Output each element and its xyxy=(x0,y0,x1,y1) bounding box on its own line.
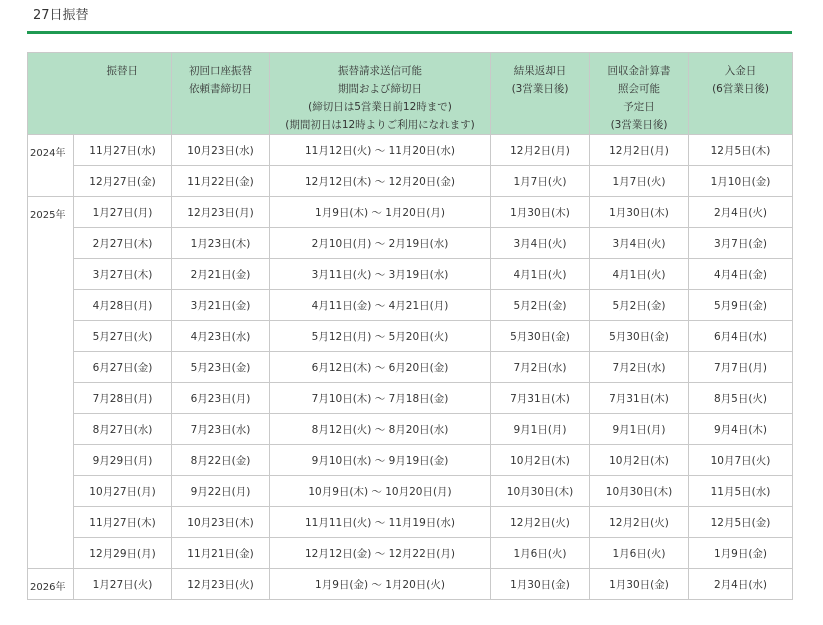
deposit-date-cell: 5月9日(金) xyxy=(689,290,793,321)
year-cell xyxy=(28,352,74,383)
table-row xyxy=(28,290,793,321)
collection-calc-cell: 12月2日(火) xyxy=(590,507,689,538)
collection-calc-cell: 1月7日(火) xyxy=(590,166,689,197)
transfer-date-cell: 1月27日(火) xyxy=(74,569,172,600)
initial-deadline-cell: 8月22日(金) xyxy=(172,445,270,476)
request-period-cell: 9月10日(水) ～ 9月19日(金) xyxy=(270,445,491,476)
year-cell xyxy=(28,538,74,569)
header-line: 照会可能 xyxy=(618,83,660,95)
deposit-date-cell: 10月7日(火) xyxy=(689,445,793,476)
result-return-cell: 1月30日(木) xyxy=(491,197,590,228)
header-line: 回収金計算書 xyxy=(607,65,671,77)
initial-deadline-cell: 1月23日(木) xyxy=(172,228,270,259)
initial-deadline-cell: 6月23日(月) xyxy=(172,383,270,414)
deposit-date-cell: 2月4日(火) xyxy=(689,197,793,228)
result-return-cell: 7月31日(木) xyxy=(491,383,590,414)
request-period-cell: 1月9日(木) ～ 1月20日(月) xyxy=(270,197,491,228)
header-line: 振替請求送信可能 xyxy=(338,65,422,77)
result-return-cell: 4月1日(火) xyxy=(491,259,590,290)
initial-deadline-cell: 10月23日(水) xyxy=(172,135,270,166)
collection-calc-cell: 3月4日(火) xyxy=(590,228,689,259)
request-period-cell: 7月10日(木) ～ 7月18日(金) xyxy=(270,383,491,414)
initial-deadline-cell: 12月23日(月) xyxy=(172,197,270,228)
table-row xyxy=(28,197,793,228)
deposit-date-cell: 12月5日(金) xyxy=(689,507,793,538)
request-period-cell: 12月12日(木) ～ 12月20日(金) xyxy=(270,166,491,197)
deposit-date-cell: 11月5日(水) xyxy=(689,476,793,507)
table-row xyxy=(28,259,793,290)
transfer-date-cell: 3月27日(木) xyxy=(74,259,172,290)
year-cell xyxy=(28,414,74,445)
header-line: (3営業日後) xyxy=(610,119,668,131)
year-cell xyxy=(28,228,74,259)
year-cell xyxy=(28,321,74,352)
transfer-date-cell: 4月28日(月) xyxy=(74,290,172,321)
year-cell xyxy=(28,259,74,290)
table-row xyxy=(28,476,793,507)
result-return-cell: 5月30日(金) xyxy=(491,321,590,352)
initial-deadline-cell: 12月23日(火) xyxy=(172,569,270,600)
header-line: 入金日 xyxy=(724,65,757,77)
table-row xyxy=(28,228,793,259)
table-row xyxy=(28,352,793,383)
request-period-cell: 6月12日(木) ～ 6月20日(金) xyxy=(270,352,491,383)
header-line: 期間および締切日 xyxy=(338,83,422,95)
deposit-date-cell: 4月4日(金) xyxy=(689,259,793,290)
header-line: (3営業日後) xyxy=(511,83,569,95)
initial-deadline-cell: 11月21日(金) xyxy=(172,538,270,569)
year-cell: 2026年 xyxy=(28,569,74,600)
deposit-date-cell: 12月5日(木) xyxy=(689,135,793,166)
initial-deadline-cell: 9月22日(月) xyxy=(172,476,270,507)
transfer-date-cell: 8月27日(水) xyxy=(74,414,172,445)
transfer-date-cell: 11月27日(木) xyxy=(74,507,172,538)
result-return-cell: 3月4日(火) xyxy=(491,228,590,259)
deposit-date-cell: 6月4日(水) xyxy=(689,321,793,352)
request-period-cell: 11月11日(火) ～ 11月19日(水) xyxy=(270,507,491,538)
collection-calc-cell: 1月30日(木) xyxy=(590,197,689,228)
collection-calc-cell: 9月1日(月) xyxy=(590,414,689,445)
collection-calc-cell: 7月2日(水) xyxy=(590,352,689,383)
header-line: (6営業日後) xyxy=(712,83,769,95)
request-period-cell: 11月12日(火) ～ 11月20日(水) xyxy=(270,135,491,166)
header-line: 予定日 xyxy=(623,101,655,113)
result-return-cell: 12月2日(月) xyxy=(491,135,590,166)
header-line: 結果返却日 xyxy=(513,65,567,77)
deposit-date-cell: 9月4日(木) xyxy=(689,414,793,445)
result-return-cell: 5月2日(金) xyxy=(491,290,590,321)
collection-calc-cell: 5月2日(金) xyxy=(590,290,689,321)
header-result-return xyxy=(491,53,590,135)
table-row xyxy=(28,383,793,414)
result-return-cell: 10月30日(木) xyxy=(491,476,590,507)
deposit-date-cell: 7月7日(月) xyxy=(689,352,793,383)
request-period-cell: 4月11日(金) ～ 4月21日(月) xyxy=(270,290,491,321)
initial-deadline-cell: 7月23日(水) xyxy=(172,414,270,445)
request-period-cell: 12月12日(金) ～ 12月22日(月) xyxy=(270,538,491,569)
result-return-cell: 10月2日(木) xyxy=(491,445,590,476)
result-return-cell: 7月2日(水) xyxy=(491,352,590,383)
header-line: (期間初日は12時よりご利用になれます) xyxy=(285,119,475,131)
request-period-cell: 10月9日(木) ～ 10月20日(月) xyxy=(270,476,491,507)
initial-deadline-cell: 5月23日(金) xyxy=(172,352,270,383)
transfer-date-cell: 5月27日(火) xyxy=(74,321,172,352)
transfer-schedule-table xyxy=(27,52,793,600)
request-period-cell: 8月12日(火) ～ 8月20日(水) xyxy=(270,414,491,445)
result-return-cell: 12月2日(火) xyxy=(491,507,590,538)
collection-calc-cell: 5月30日(金) xyxy=(590,321,689,352)
initial-deadline-cell: 3月21日(金) xyxy=(172,290,270,321)
table-row xyxy=(28,321,793,352)
result-return-cell: 1月7日(火) xyxy=(491,166,590,197)
collection-calc-cell: 1月30日(金) xyxy=(590,569,689,600)
deposit-date-cell: 1月9日(金) xyxy=(689,538,793,569)
year-cell xyxy=(28,383,74,414)
transfer-date-cell: 9月29日(月) xyxy=(74,445,172,476)
header-transfer-date xyxy=(74,53,172,135)
collection-calc-cell: 7月31日(木) xyxy=(590,383,689,414)
header-line: 初回口座振替 xyxy=(189,65,252,77)
transfer-date-cell: 1月27日(月) xyxy=(74,197,172,228)
header-year-cell xyxy=(28,53,74,135)
request-period-cell: 2月10日(月) ～ 2月19日(水) xyxy=(270,228,491,259)
year-cell xyxy=(28,476,74,507)
request-period-cell: 1月9日(金) ～ 1月20日(火) xyxy=(270,569,491,600)
year-cell xyxy=(28,166,74,197)
header-line: 振替日 xyxy=(106,65,138,77)
page-title: 27日振替 xyxy=(27,4,792,34)
table-row xyxy=(28,135,793,166)
header-initial-deadline xyxy=(172,53,270,135)
request-period-cell: 3月11日(火) ～ 3月19日(水) xyxy=(270,259,491,290)
header-line: (締切日は5営業日前12時まで) xyxy=(308,101,452,113)
collection-calc-cell: 10月30日(木) xyxy=(590,476,689,507)
collection-calc-cell: 1月6日(火) xyxy=(590,538,689,569)
initial-deadline-cell: 2月21日(金) xyxy=(172,259,270,290)
transfer-date-cell: 10月27日(月) xyxy=(74,476,172,507)
deposit-date-cell: 2月4日(水) xyxy=(689,569,793,600)
result-return-cell: 1月30日(金) xyxy=(491,569,590,600)
initial-deadline-cell: 11月22日(金) xyxy=(172,166,270,197)
year-cell: 2024年 xyxy=(28,135,74,166)
year-cell xyxy=(28,507,74,538)
table-row xyxy=(28,445,793,476)
table-row xyxy=(28,538,793,569)
transfer-date-cell: 7月28日(月) xyxy=(74,383,172,414)
header-collection-calc xyxy=(590,53,689,135)
header-deposit-date xyxy=(689,53,793,135)
deposit-date-cell: 3月7日(金) xyxy=(689,228,793,259)
header-request-period xyxy=(270,53,491,135)
year-cell: 2025年 xyxy=(28,197,74,228)
header-line: 依頼書締切日 xyxy=(189,83,252,95)
year-cell xyxy=(28,445,74,476)
initial-deadline-cell: 4月23日(水) xyxy=(172,321,270,352)
table-row xyxy=(28,414,793,445)
result-return-cell: 9月1日(月) xyxy=(491,414,590,445)
year-cell xyxy=(28,290,74,321)
transfer-date-cell: 6月27日(金) xyxy=(74,352,172,383)
transfer-date-cell: 11月27日(水) xyxy=(74,135,172,166)
deposit-date-cell: 1月10日(金) xyxy=(689,166,793,197)
table-row xyxy=(28,166,793,197)
table-row xyxy=(28,569,793,600)
header-row xyxy=(28,53,793,135)
table-row xyxy=(28,507,793,538)
initial-deadline-cell: 10月23日(木) xyxy=(172,507,270,538)
result-return-cell: 1月6日(火) xyxy=(491,538,590,569)
collection-calc-cell: 12月2日(月) xyxy=(590,135,689,166)
transfer-date-cell: 2月27日(木) xyxy=(74,228,172,259)
deposit-date-cell: 8月5日(火) xyxy=(689,383,793,414)
transfer-date-cell: 12月27日(金) xyxy=(74,166,172,197)
collection-calc-cell: 10月2日(木) xyxy=(590,445,689,476)
transfer-date-cell: 12月29日(月) xyxy=(74,538,172,569)
collection-calc-cell: 4月1日(火) xyxy=(590,259,689,290)
request-period-cell: 5月12日(月) ～ 5月20日(火) xyxy=(270,321,491,352)
